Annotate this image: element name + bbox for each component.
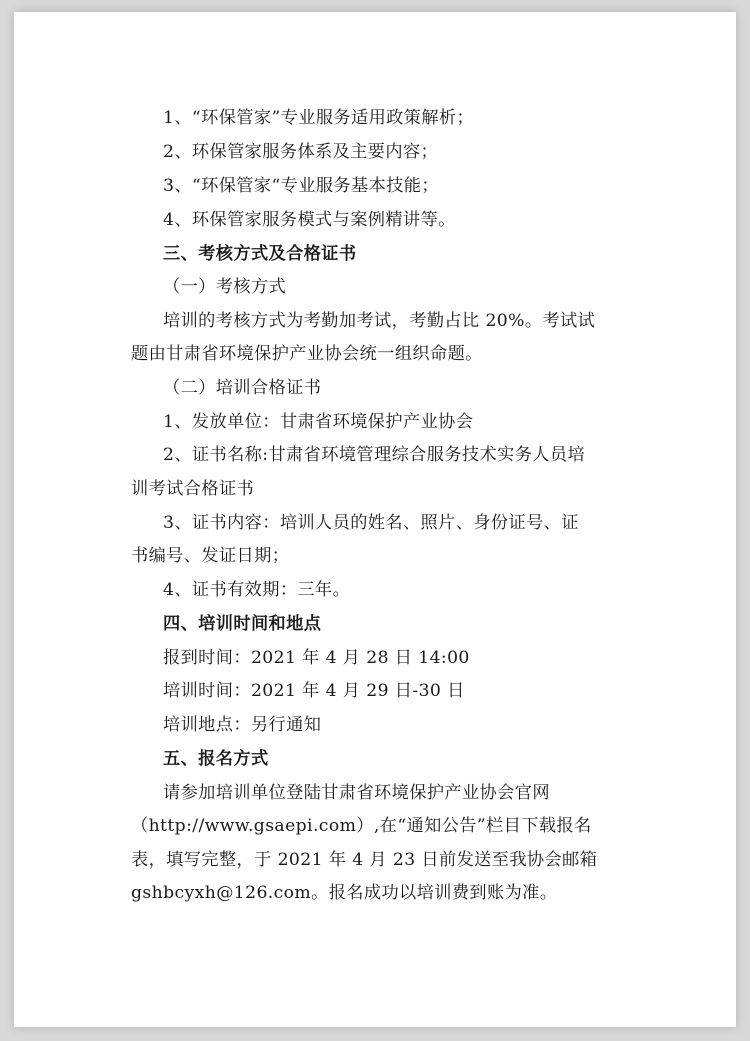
certificate-item-2-line-2: 训考试合格证书 [131, 479, 255, 499]
policy-item-3: 3、“环保管家“专业服务基本技能； [163, 176, 439, 196]
certificate-item-3-line-2: 书编号、发证日期； [131, 546, 290, 566]
document-page [14, 12, 736, 1027]
certificate-item-2-line-1: 2、证书名称:甘肃省环境管理综合服务技术实务人员培 [163, 445, 586, 465]
subheading-certificate: （二）培训合格证书 [163, 378, 322, 398]
subheading-exam-method: （一）考核方式 [163, 277, 287, 297]
registration-line-3: 表，填写完整，于 2021 年 4 月 23 日前发送至我协会邮箱 [131, 850, 598, 870]
training-time: 培训时间：2021 年 4 月 29 日-30 日 [163, 681, 465, 701]
checkin-time: 报到时间：2021 年 4 月 28 日 14:00 [163, 648, 470, 668]
paragraph-exam-line-2: 题由甘肃省环境保护产业协会统一组织命题。 [131, 344, 483, 364]
registration-line-4: gshbcyxh@126.com。报名成功以培训费到账为准。 [131, 883, 558, 903]
registration-line-1: 请参加培训单位登陆甘肃省环境保护产业协会官网 [163, 783, 550, 803]
paragraph-exam-line-1: 培训的考核方式为考勤加考试，考勤占比 20%。考试试 [163, 311, 596, 331]
section-heading-5: 五、报名方式 [163, 749, 269, 769]
certificate-item-1: 1、发放单位：甘肃省环境保护产业协会 [163, 412, 474, 432]
policy-item-1: 1、“环保管家”专业服务适用政策解析； [163, 108, 475, 128]
training-location: 培训地点：另行通知 [163, 715, 322, 735]
section-heading-4: 四、培训时间和地点 [163, 614, 322, 634]
policy-item-2: 2、环保管家服务体系及主要内容； [163, 142, 439, 162]
certificate-item-4: 4、证书有效期：三年。 [163, 580, 351, 600]
policy-item-4: 4、环保管家服务模式与案例精讲等。 [163, 210, 456, 230]
certificate-item-3-line-1: 3、证书内容：培训人员的姓名、照片、身份证号、证 [163, 513, 579, 533]
section-heading-3: 三、考核方式及合格证书 [163, 244, 357, 264]
registration-line-2: （http://www.gsaepi.com）,在“通知公告”栏目下载报名 [131, 816, 592, 836]
